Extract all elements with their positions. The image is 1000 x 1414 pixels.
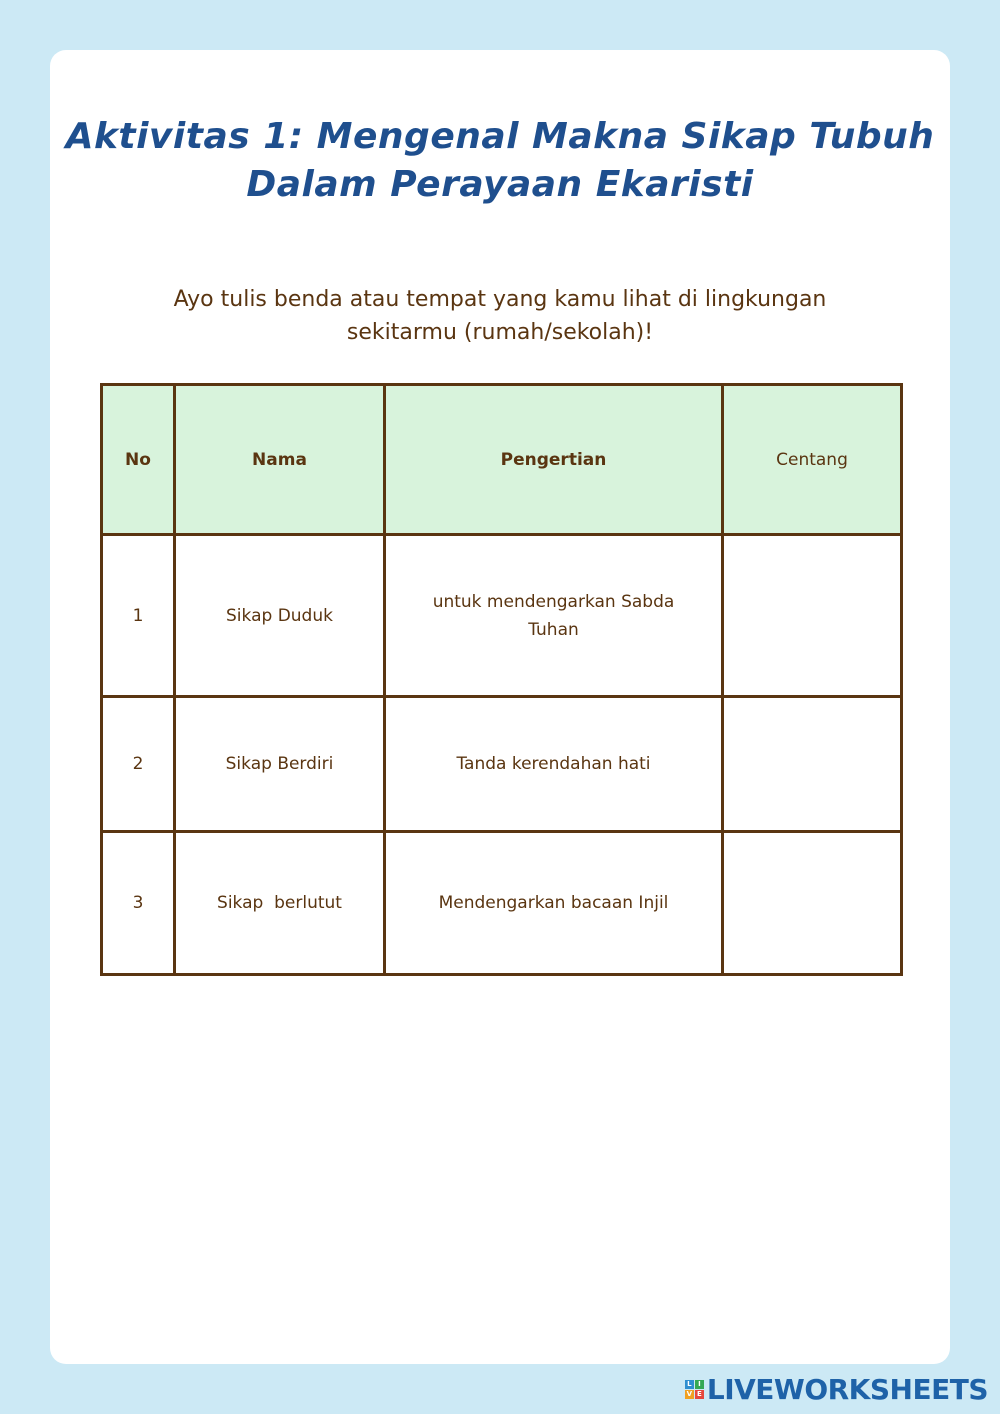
logo-letter: V — [686, 1390, 693, 1398]
table-row — [102, 535, 902, 697]
cell-nama: Sikap Berdiri — [175, 697, 385, 832]
liveworksheets-logo — [685, 1373, 988, 1406]
instruction-line-2: sekitarmu (rumah/sekolah)! — [346, 320, 654, 345]
worksheet-title — [0, 113, 1000, 209]
cell-nama: Sikap Duduk — [175, 535, 385, 697]
centang-drop-target[interactable] — [723, 832, 902, 975]
liveworksheets-mark-icon — [685, 1380, 704, 1399]
posture-table — [100, 383, 903, 976]
header-pengertian: Pengertian — [385, 385, 723, 535]
cell-pengertian: Mendengarkan bacaan Injil — [385, 832, 723, 975]
centang-drop-target[interactable] — [723, 697, 902, 832]
cell-nama: Sikap berlutut — [175, 832, 385, 975]
logo-wordmark: LIVEWORKSHEETS — [706, 1373, 988, 1406]
logo-letter: E — [695, 1390, 704, 1399]
header-nama: Nama — [175, 385, 385, 535]
cell-no: 2 — [102, 697, 175, 832]
table-row — [102, 697, 902, 832]
instruction-text — [0, 283, 1000, 349]
logo-letter: I — [695, 1380, 704, 1389]
table-row — [102, 832, 902, 975]
header-centang: Centang — [723, 385, 902, 535]
instruction-line-1: Ayo tulis benda atau tempat yang kamu lihat di lingkungan — [173, 287, 827, 312]
title-line-1: Aktivitas 1: Mengenal Makna Sikap Tubuh — [65, 116, 935, 157]
cell-no: 1 — [102, 535, 175, 697]
title-line-2: Dalam Perayaan Ekaristi — [246, 164, 754, 205]
logo-letter: L — [685, 1380, 694, 1389]
table-header-row — [102, 385, 902, 535]
cell-pengertian: untuk mendengarkan Sabda Tuhan — [385, 535, 723, 697]
header-no: No — [102, 385, 175, 535]
cell-no: 3 — [102, 832, 175, 975]
centang-drop-target[interactable] — [723, 535, 902, 697]
cell-pengertian: Tanda kerendahan hati — [385, 697, 723, 832]
